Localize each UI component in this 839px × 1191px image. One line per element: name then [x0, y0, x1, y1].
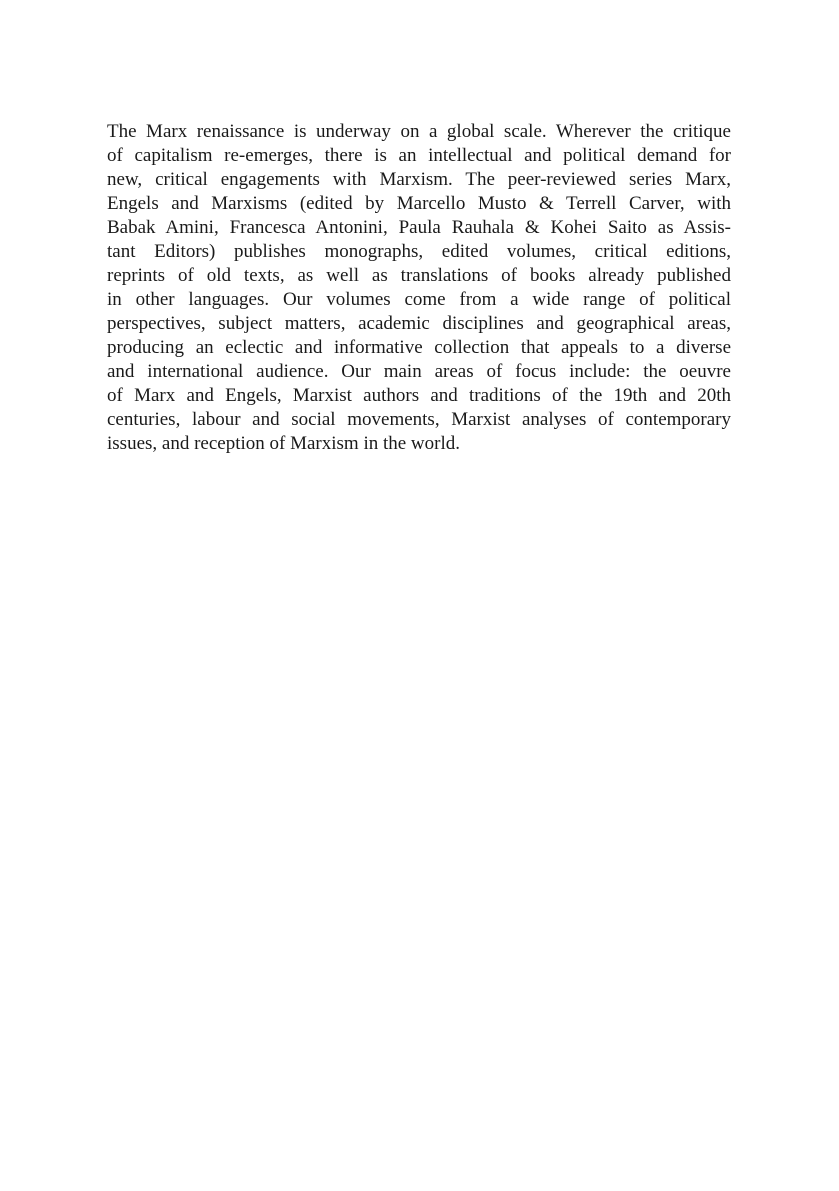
paragraph-line: of capitalism re-emerges, there is an intellectual and political demand for — [107, 145, 731, 166]
paragraph-line: tant Editors) publishes monographs, edited volumes, critical editions, — [107, 241, 731, 262]
paragraph-line: of Marx and Engels, Marxist authors and traditions of the 19th and 20th — [107, 385, 731, 406]
paragraph-line: perspectives, subject matters, academic disciplines and geographical areas, — [107, 313, 731, 334]
paragraph-line: Babak Amini, Francesca Antonini, Paula Rauhala & Kohei Saito as Assis- — [107, 217, 731, 238]
paragraph-line: issues, and reception of Marxism in the world. — [107, 433, 461, 454]
series-description-paragraph — [107, 120, 731, 456]
paragraph-line: Engels and Marxisms (edited by Marcello Musto & Terrell Carver, with — [107, 193, 731, 214]
paragraph-line: centuries, labour and social movements, Marxist analyses of contemporary — [107, 409, 731, 430]
paragraph-line: producing an eclectic and informative collection that appeals to a diverse — [107, 337, 731, 358]
paragraph-line: in other languages. Our volumes come from a wide range of political — [107, 289, 731, 310]
paragraph-line: reprints of old texts, as well as translations of books already published — [107, 265, 731, 286]
paragraph-line: new, critical engagements with Marxism. The peer-reviewed series Marx, — [107, 169, 731, 190]
paragraph-line: The Marx renaissance is underway on a global scale. Wherever the critique — [107, 121, 731, 142]
paragraph-line: and international audience. Our main areas of focus include: the oeuvre — [107, 361, 731, 382]
